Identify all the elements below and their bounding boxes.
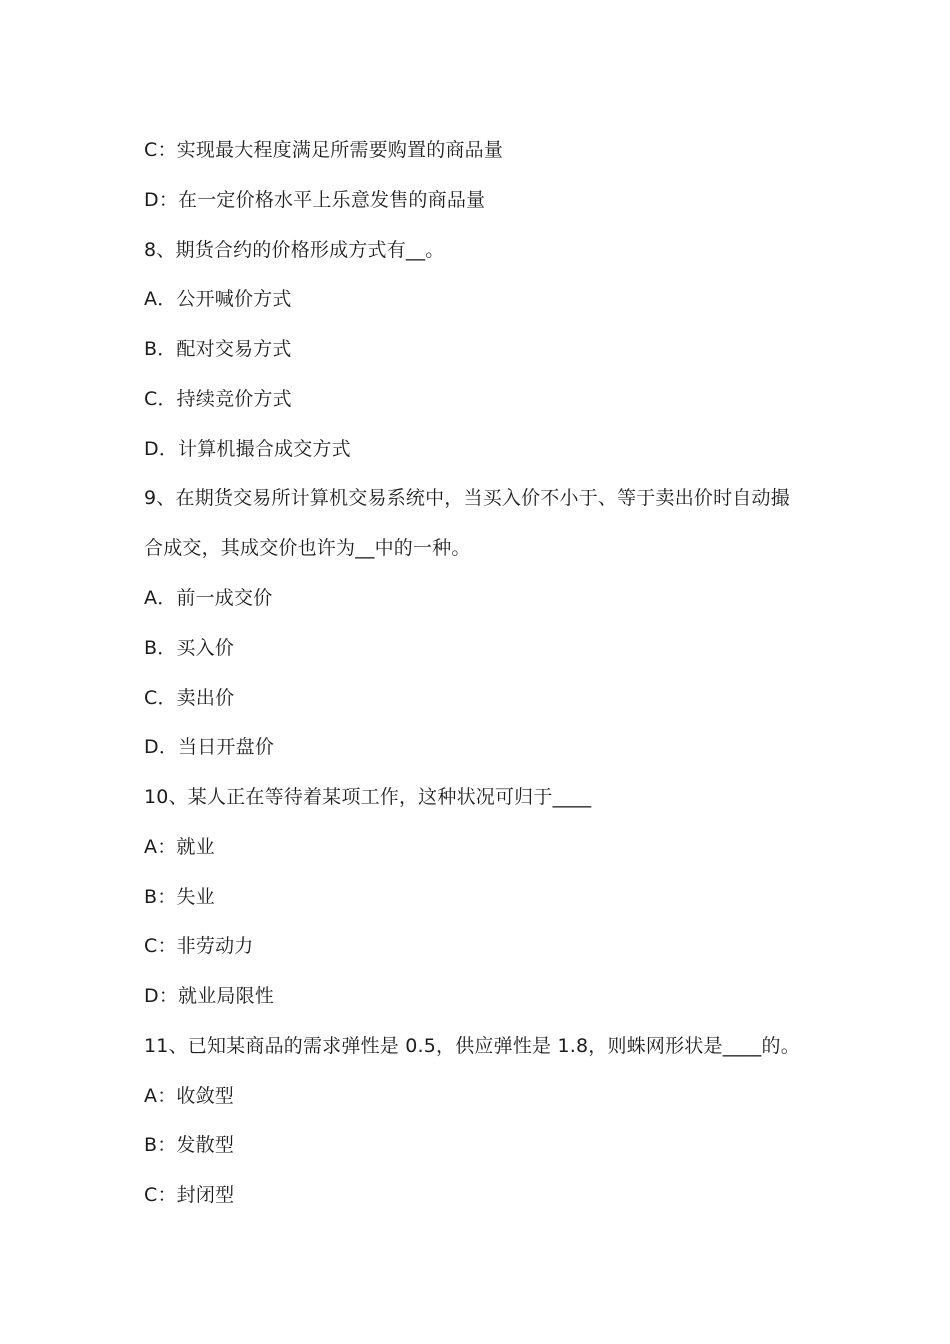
option-b-q9: B．买入价 [144, 637, 235, 659]
option-c-q8: C．持续竞价方式 [144, 388, 292, 410]
option-c-q9: C．卖出价 [144, 687, 235, 709]
question-10: 10、某人正在等待着某项工作，这种状况可归于____ [144, 786, 592, 808]
option-a-q11: A：收敛型 [144, 1085, 234, 1107]
option-b-q10: B：失业 [144, 886, 215, 908]
option-c-q7: C：实现最大程度满足所需要购置的商品量 [144, 139, 504, 161]
question-11: 11、已知某商品的需求弹性是 0.5，供应弹性是 1.8，则蛛网形状是____的。 [144, 1035, 800, 1057]
question-9-line-2: 合成交，其成交价也许为__中的一种。 [144, 537, 471, 559]
option-d-q8: D．计算机撮合成交方式 [144, 438, 351, 460]
option-a-q8: A．公开喊价方式 [144, 288, 292, 310]
question-9-line-1: 9、在期货交易所计算机交易系统中，当买入价不小于、等于卖出价时自动撮 [144, 487, 790, 509]
option-a-q9: A．前一成交价 [144, 587, 273, 609]
question-8: 8、期货合约的价格形成方式有__。 [144, 239, 445, 261]
option-c-q10: C：非劳动力 [144, 935, 254, 957]
option-d-q7: D：在一定价格水平上乐意发售的商品量 [144, 189, 486, 211]
option-c-q11: C：封闭型 [144, 1184, 235, 1206]
option-a-q10: A：就业 [144, 836, 215, 858]
option-b-q11: B：发散型 [144, 1134, 235, 1156]
option-d-q10: D：就业局限性 [144, 985, 275, 1007]
option-b-q8: B．配对交易方式 [144, 338, 292, 360]
option-d-q9: D．当日开盘价 [144, 736, 275, 758]
